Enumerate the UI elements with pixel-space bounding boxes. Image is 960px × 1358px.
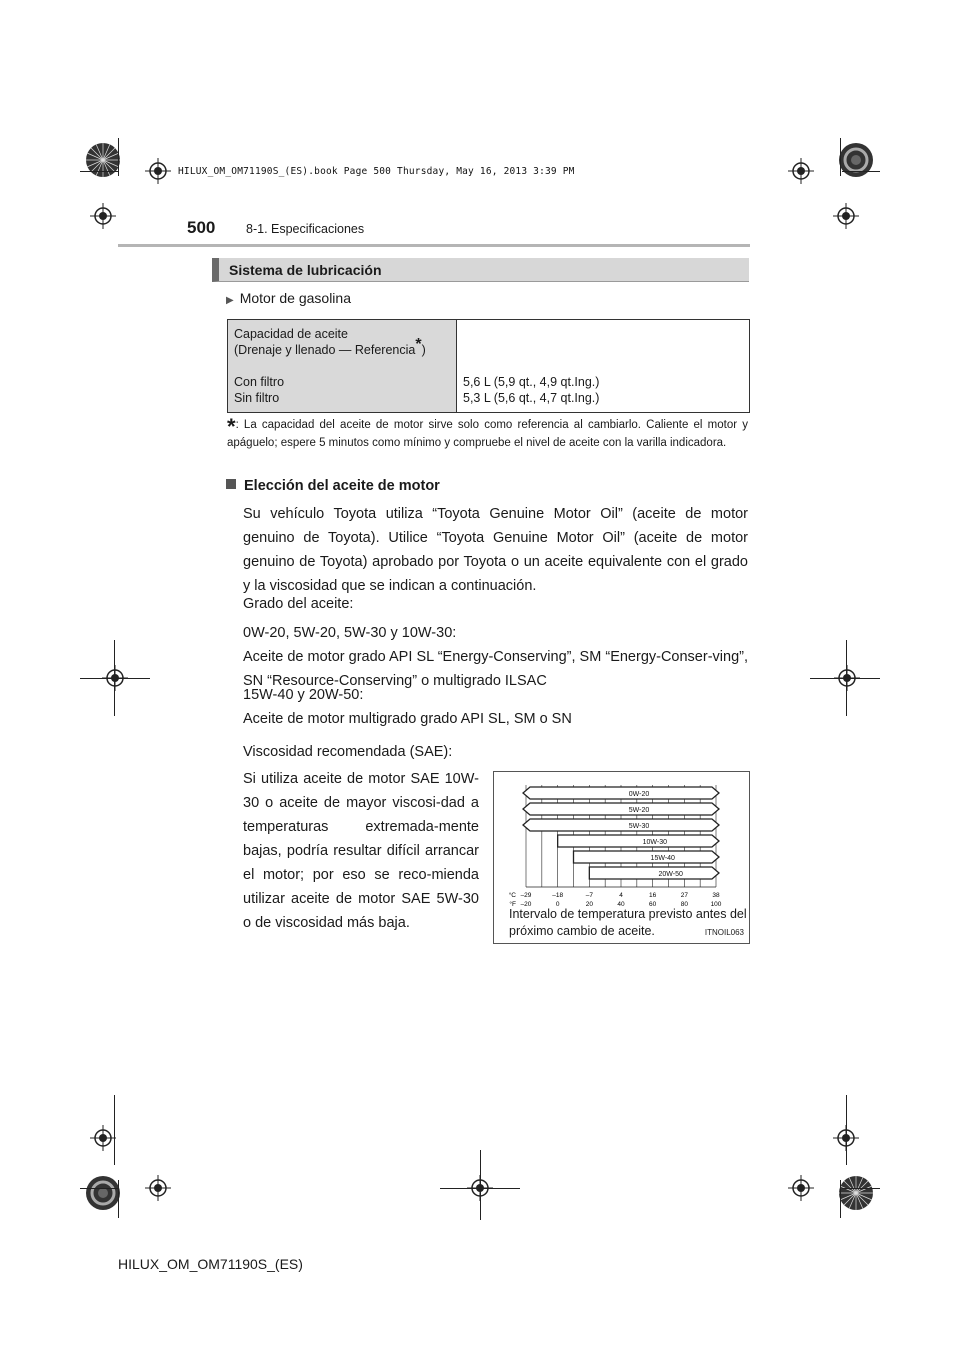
crop-disc-icon: [85, 1175, 121, 1211]
axis-label-c: °C: [508, 892, 516, 899]
figure-caption: Intervalo de temperatura previsto antes del próximo cambio de aceite.: [509, 907, 747, 938]
crop-disc-icon: [838, 142, 874, 178]
viscosity-bar-label: 10W-30: [642, 839, 668, 846]
viscosity-bar-label: 15W-40: [650, 855, 675, 862]
tick-label-f: 80: [680, 901, 688, 906]
grade1-title: 0W-20, 5W-20, 5W-30 y 10W-30:: [243, 625, 457, 641]
file-stamp: HILUX_OM_OM71190S_(ES).book Page 500 Thursday, May 16, 2013 3:39 PM: [178, 166, 575, 177]
square-bullet-icon: [226, 479, 236, 489]
tick-label-f: 0: [555, 901, 560, 906]
grade2-text: Aceite de motor multigrado grado API SL, SM o SN: [243, 711, 572, 727]
registration-mark-icon: [833, 203, 859, 229]
tick-label-f: 60: [649, 901, 657, 906]
oil-selection-intro: Su vehículo Toyota utiliza “Toyota Genuine Motor Oil” (aceite de motor genuino de Toyota). Utilice “Toyota Genuine Motor Oil” (aceite de motor genuino de Toyota) aprobado por Toyota o un aceite equivalente con el grado y la viscosidad que se indican a continuación.: [243, 506, 748, 594]
viscosity-figure: [493, 771, 750, 944]
viscosity-label: Viscosidad recomendada (SAE):: [243, 744, 453, 760]
capacity-heading-2: (Drenaje y llenado — Referencia*): [234, 335, 426, 357]
without-filter-label: Sin filtro: [234, 391, 280, 405]
triangle-bullet-icon: ▶: [226, 295, 234, 306]
tick-label-f: 100: [710, 901, 722, 906]
footer-book-code: HILUX_OM_OM71190S_(ES): [118, 1256, 303, 1272]
tick-label-c: 4: [619, 892, 623, 899]
tick-label-f: –20: [520, 901, 532, 906]
viscosity-bar-10w-30: [558, 835, 719, 847]
registration-mark-icon: [90, 1125, 116, 1151]
viscosity-bar-0w-20: [523, 787, 719, 799]
tick-label-c: –29: [520, 892, 532, 899]
viscosity-chart: [494, 772, 749, 906]
viscosity-bar-5w-20: [523, 803, 719, 815]
viscosity-bar-15w-40: [574, 851, 720, 863]
viscosity-bar-label: 20W-50: [658, 871, 683, 878]
with-filter-value: 5,6 L (5,9 qt., 4,9 qt.Ing.): [463, 375, 600, 389]
viscosity-text: Si utiliza aceite de motor SAE 10W-30 o aceite de mayor viscosi-dad a temperaturas extremada-mente bajas, podría resultar difícil arrancar el motor; por eso se reco-mienda utilizar aceite de motor SAE 5W-30 o de viscosidad más baja.: [243, 771, 479, 931]
capacity-footnote: *: La capacidad del aceite de motor sirve solo como referencia al cambiarlo. Caliente el motor y apáguelo; espere 5 minutos como mínimo y compruebe el nivel de aceite con la varilla indicadora.: [227, 414, 748, 449]
engine-label: Motor de gasolina: [239, 290, 351, 306]
registration-mark-icon: [788, 1175, 814, 1201]
tick-label-c: 38: [712, 892, 720, 899]
viscosity-bar-5w-30: [523, 819, 719, 831]
section-title: Sistema de lubricación: [212, 258, 749, 282]
oil-capacity-table: [227, 319, 750, 413]
tick-label-c: –18: [552, 892, 564, 899]
grade-label: Grado del aceite:: [243, 596, 354, 612]
registration-mark-icon: [145, 158, 171, 184]
engine-label-row: [226, 290, 351, 306]
chapter-title: 8-1. Especificaciones: [246, 222, 365, 236]
capacity-heading-1: Capacidad de aceite: [234, 327, 348, 341]
registration-mark-icon: [90, 203, 116, 229]
grade1-text: Aceite de motor grado API SL “Energy-Conserving”, SM “Energy-Conser-ving”, SN “Resource-Conserving” o multigrado ILSAC: [243, 649, 748, 689]
tick-label-f: 20: [585, 901, 593, 906]
grade2-title: 15W-40 y 20W-50:: [243, 687, 364, 703]
tick-label-f: 40: [617, 901, 625, 906]
crop-disc-icon: [838, 1175, 874, 1211]
capacity-value-cell: [457, 320, 750, 413]
figure-code: ITNOIL063: [704, 928, 744, 937]
viscosity-bar-label: 5W-30: [628, 823, 650, 830]
viscosity-bar-20w-50: [589, 867, 719, 879]
tick-label-c: 16: [649, 892, 657, 899]
grade2-block: [243, 683, 748, 731]
page-number: 500: [187, 218, 216, 237]
crop-disc-icon: [85, 142, 121, 178]
without-filter-value: 5,3 L (5,6 qt., 4,7 qt.Ing.): [463, 391, 600, 405]
with-filter-label: Con filtro: [234, 375, 285, 389]
axis-label-f: °F: [509, 901, 516, 906]
tick-label-c: 27: [680, 892, 688, 899]
viscosity-bar-label: 5W-20: [628, 807, 650, 814]
oil-selection-title: Elección del aceite de motor: [244, 478, 440, 494]
tick-label-c: –7: [585, 892, 593, 899]
oil-selection-title-row: [226, 478, 440, 494]
header-rule: [118, 244, 750, 247]
viscosity-bar-label: 0W-20: [628, 791, 650, 798]
registration-mark-icon: [788, 158, 814, 184]
registration-mark-icon: [145, 1175, 171, 1201]
capacity-label-cell: [228, 320, 457, 413]
